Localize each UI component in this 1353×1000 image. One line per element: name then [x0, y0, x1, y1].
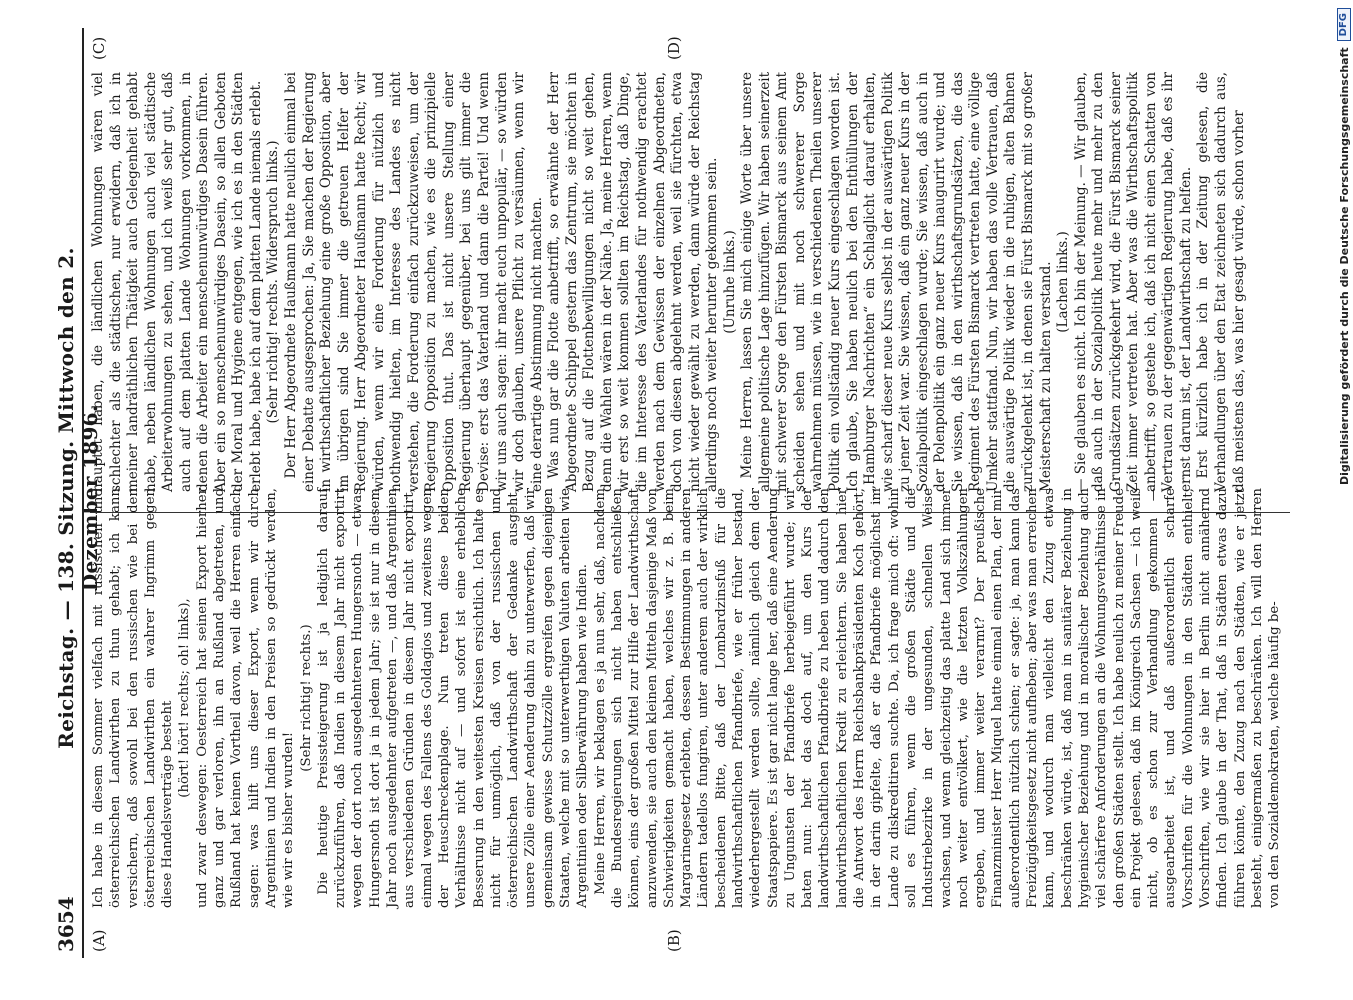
credit-text: Digitalisierung gefördert durch die Deutsche Forschungsgemeinschaft	[1337, 47, 1351, 486]
interjection: (Unruhe links.)	[721, 230, 738, 334]
digitization-credit	[1320, 8, 1350, 992]
interjection: (Sehr richtig! rechts. Widerspruch links.)	[265, 140, 282, 424]
paragraph: hauptet haben, die ländlichen Wohnungen wären viel schlechter als die städtischen, nur erwidern, daß ich in meiner landräthlichen Thätigkeit auch Gelegenheit gehabt habe, neben ländlichen Wohnungen auch viel städtische Arbeiterwohnungen zu sehen, und ich weiß sehr gut, daß auch auf dem platten Lande Wohnungen vorkommen, in denen die Arbeiter ein menschenunwürdiges Dasein führen. Aber ein so menschenunwürdiges Dasein, so allen Geboten der Moral und Hygiene entgegen, wie ich es in den Städten erlebt habe, habe ich auf dem platten Lande niemals erlebt.	[90, 72, 264, 492]
left-column	[90, 488, 1300, 908]
interjection: (Sehr richtig! rechts.)	[298, 624, 314, 772]
paragraph: Erst kürzlich habe ich in der Zeitung gelesen, die Verhandlungen über den Etat zeichneten sich dadurch aus, daß meistens das, was hier gesagt würde, schon vorher	[1195, 72, 1247, 492]
header-rule	[82, 28, 84, 958]
margin-marker-d: (D)	[665, 36, 683, 60]
paragraph: Der Herr Abgeordnete Haußmann hatte neulich einmal bei einer Debatte ausgesprochen: Ja, Sie machen der Regierung in wirthschaftlicher Beziehung eine große Opposition, aber im übrigen sind Sie immer die getreuen Helfer der Regierung. Herr Abgeordneter Haußmann hatte Recht; wir würden, wenn wir eine Forderung für nützlich und nothwendig hielten, im Interesse des Landes es nicht verstehen, die Forderung einfach zurückzuweisen, um der Regierung Opposition zu machen, wie es die prinzipielle Opposition thut. Das ist nicht unsere Stellung einer Regierung überhaupt gegenüber, bei uns gilt immer die Devise: erst das Vaterland und dann die Partei! Und wenn wir uns auch sagen: ihr macht euch unpopulär, — so würden wir doch glauben, unsere Pflicht zu versäumen, wenn wir eine derartige Abstimmung nicht machten.	[283, 72, 545, 492]
paragraph: Ich habe in diesem Sommer vielfach mit russischen und österreichischen Landwirthen zu thun gehabt; ich kann versichern, daß sowohl bei den russischen wie bei den österreichischen Landwirthen ein wahrer Ingrimm gegen diese Handelsverträge besteht	[91, 488, 176, 908]
paragraph: und zwar deswegen: Oesterreich hat seinen Export hierher ganz und gar verloren, ihn an Rußland abgetreten, und Rußland hat keinen Vortheil davon, weil die Herren einfach sagen: was hilft uns dieser Export, wenn wir durch Argentinien und Indien in den Preisen so gedrückt werden, wie wir es bisher wurden!	[194, 488, 297, 908]
margin-marker-b: (B)	[665, 929, 683, 952]
page-title: Reichstag. — 138. Sitzung. Mittwoch den 2. Dezember 1896.	[54, 247, 102, 749]
margin-marker-a: (A)	[90, 929, 108, 952]
page-number: 3654	[54, 896, 78, 952]
page-header	[50, 28, 102, 958]
paragraph: Was nun gar die Flotte anbetrifft, so erwähnte der Herr Abgeordnete Schippel gestern das Zentrum, sie möchten in Bezug auf die Flottenbewilligungen nicht so weit gehen, denn die Wahlen wären in der Nähe. Ja, meine Herren, wenn wir erst so weit kommen sollten im Reichstag, daß Dinge, die im Interesse des Vaterlandes für nothwendig erachtet werden nach dem Gewissen der einzelnen Abgeordneten, doch von diesen abgelehnt werden, weil sie fürchten, etwa nicht wieder gewählt zu werden, dann würde der Reichstag allerdings noch weiter herunter gekommen sein.	[546, 72, 721, 492]
rotated-page	[50, 28, 1340, 958]
paragraph: Die heutige Preissteigerung ist ja lediglich darauf zurückzuführen, daß Indien in diesem Jahr nicht exportirt wegen der dort noch ausgedehnteren Hungersnoth — etwas Hungersnoth ist dort ja in jedem Jahr; sie ist nur in diesem Jahr noch ausgedehnter aufgetreten —, und daß Argentinien aus verschiedenen Gründen in diesem Jahr nicht exportirt, einmal wegen des Fallens des Goldagios und zweitens wegen der Heuschreckenplage. Nun treten diese beiden Verhältnisse nicht auf — und sofort ist eine erhebliche Besserung in den weitesten Kreisen ersichtlich. Ich halte es nicht für unmöglich, daß von der russischen und österreichischen Landwirthschaft der Gedanke ausgeht, unsere Zölle einer Aenderung dahin zu unterwerfen, daß wir gemeinsam gewisse Schutzzölle ergreifen gegen diejenigen Staaten, welche mit so unterwerthigen Valuten arbeiten wie Argentinien oder Silberwährung haben wie Indien.	[315, 488, 591, 908]
paragraph: — Sie glauben es nicht. Ich bin der Meinung. — Wir glauben, daß auch in der Sozialpolitik heute mehr und mehr zu den Grundsätzen zurückgekehrt wird, die Fürst Bismarck seiner Zeit immer vertreten hat. Aber was die Wirthschaftspolitik anbetrifft, so gestehe ich, daß ich nicht einen Schatten von Vertrauen zu der gegenwärtigen Regierung habe, daß es ihr ernst darum ist, der Landwirthschaft zu helfen.	[1072, 72, 1194, 492]
paragraph: Meine Herren, lassen Sie mich einige Worte über unsere allgemeine politische Lage hinzufügen. Wir haben seinerzeit mit schwerer Sorge den Fürsten Bismarck aus seinem Amt scheiden sehen und mit noch schwererer Sorge wahrnehmen müssen, wie in verschiedenen Theilen unserer Politik ein vollständig neuer Kurs eingeschlagen worden ist. Ich glaube, Sie haben neulich bei den Enthüllungen der „Hamburger Nachrichten“ ein Schlaglicht darauf erhalten, wie scharf dieser neue Kurs selbst in der auswärtigen Politik zu jener Zeit war. Sie wissen, daß ein ganz neuer Kurs in der Sozialpolitik eingeschlagen wurde; Sie wissen, daß auch in der Polenpolitik ein ganz neuer Kurs inaugurirt wurde; und Sie wissen, daß in den wirthschaftsgrundsätzen, die das Regiment des Fürsten Bismarck vertreten hatte, eine völlige Umkehr stattfand. Nun, wir haben das volle Vertrauen, daß die auswärtige Politik wieder in die ruhigen, alten Bahnen zurückgelenkt ist, in denen sie Fürst Bismarck mit so großer Meisterschaft zu halten verstand.	[739, 72, 1054, 492]
column-divider	[90, 512, 1290, 513]
interjection: (Lachen links.)	[1055, 231, 1072, 333]
dfg-logo-icon: DFG	[1337, 8, 1351, 41]
right-column	[90, 72, 1300, 492]
margin-marker-c: (C)	[90, 36, 108, 60]
interjection: (hört! hört! rechts; oh! links),	[177, 598, 193, 798]
paragraph: Meine Herren, wir beklagen es ja nun sehr, daß, nachdem die Bundesregierungen sich nicht haben entschließen können, eins der großen Mittel zur Hilfe der Landwirthschaft anzuwenden, sie auch den kleinen Mitteln dasjenige Maß von Schwierigkeiten gemacht haben, welches wir z. B. beim Margarinegesetz erlebten, dessen Bestimmungen in anderen Ländern tadellos fungiren, unter anderem auch der wirklich bescheidenen Bitte, daß der Lombardzinsfuß für die landwirthschaftlichen Pfandbriefe, wie er früher bestand, wiederhergestellt werden sollte, nämlich gleich dem der Staatspapiere. Es ist gar nicht lange her, daß eine Aenderung zu Ungunsten der Pfandbriefe herbeigeführt wurde; wir baten nun: hebt das doch auf, um den Kurs der landwirthschaftlichen Pfandbriefe zu heben und dadurch den landwirthschaftlichen Kredit zu erleichtern. Sie haben hier die Antwort des Herrn Reichsbankpräsidenten Koch gehört, in der darin gipfelte, daß er die Pfandbriefe möglichst im Lande zu diskreditiren suchte. Da, ich frage mich oft: wohin soll es führen, wenn die großen Städte und die Industriebezirke in der ungesunden, schnellen Weise wachsen, und wenn gleichzeitig das platte Land sich immer noch weiter entvölkert, wie die letzten Volkszählungen ergeben, und immer weiter verarmt? Der preußische Finanzminister Herr Miquel hatte einmal einen Plan, der mir außerordentlich nützlich schien; er sagte: ja, man kann das Freizügigkeitsgesetz nicht aufheben; aber was man erreichen kann, und wodurch man vielleicht den Zuzug etwas beschränken würde, ist, daß man in sanitärer Beziehung in hygienischer Beziehung und in moralischer Beziehung auch viel schärfere Anforderungen an die Wohnungsverhältnisse in den großen Städten stellt. Ich habe neulich zu meiner Freude ein Projekt gelesen, daß im Königreich Sachsen — ich weiß nicht, ob es schon zur Verhandlung gekommen — ausgearbeitet ist, und daß außerordentlich scharfe Vorschriften für die Wohnungen in den Städten enthielt, Vorschriften, wie wir sie hier in Berlin nicht annähernd finden. Ich glaube in der That, daß in Städten etwas dazu führen könnte, den Zuzug nach den Städten, wie er jetzt besteht, einigermaßen zu beschränken. Ich will den Herren von den Sozialdemokraten, welche häufig be-	[592, 488, 1283, 908]
credit-line	[1336, 8, 1352, 992]
